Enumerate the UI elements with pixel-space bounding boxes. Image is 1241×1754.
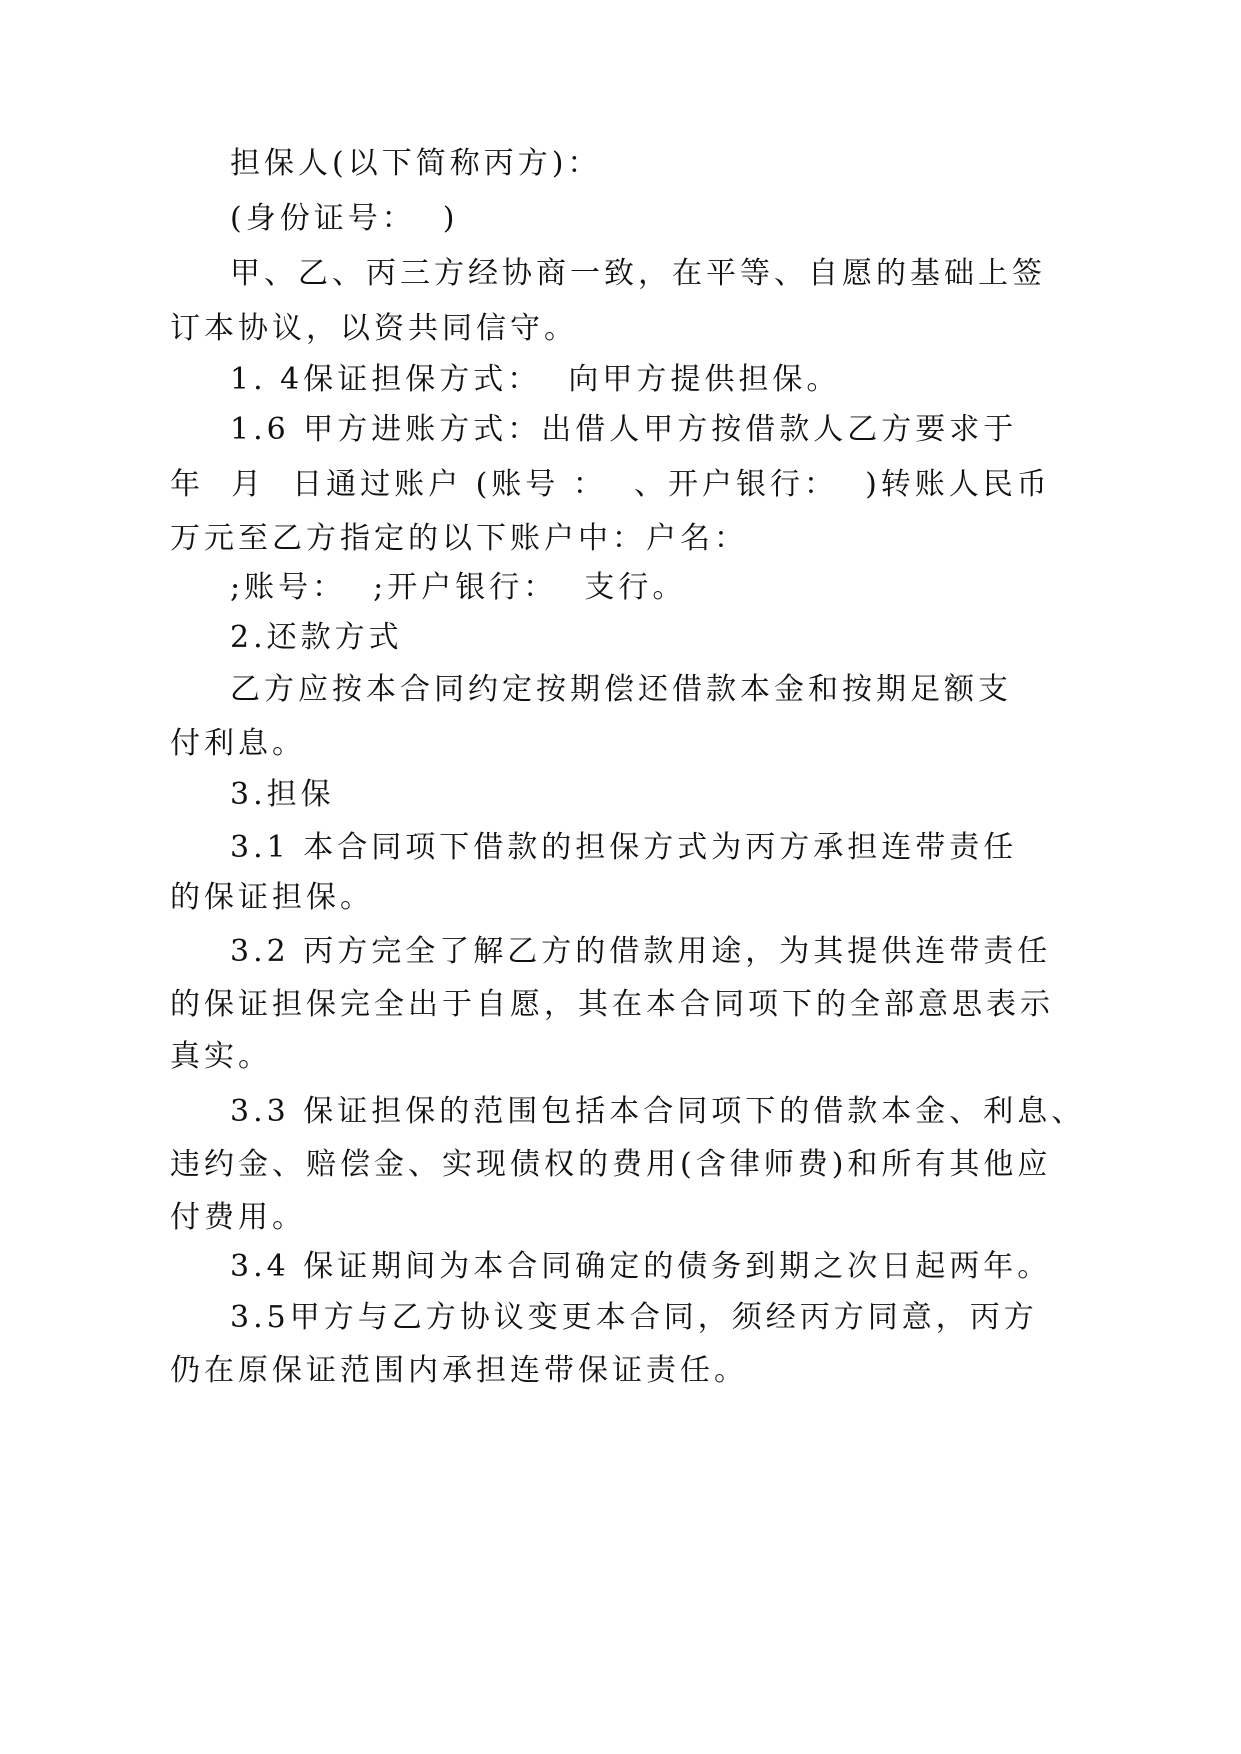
section-2-line-2: 付利息。 xyxy=(170,726,306,761)
section-2-heading: 2.还款方式 xyxy=(230,620,403,655)
clause-1-6-line-1: 1.6 甲方进账方式：出借人甲方按借款人乙方要求于 xyxy=(230,412,1018,447)
clause-3-4-line: 3.4 保证期间为本合同确定的债务到期之次日起两年。 xyxy=(230,1249,1052,1284)
clause-3-3-line-2: 违约金、赔偿金、实现债权的费用(含律师费)和所有其他应 xyxy=(170,1147,1052,1182)
clause-1-6-line-2: 年 月 日通过账户 (账号 ： 、开户银行： )转账人民币 xyxy=(170,467,1051,502)
clause-3-5-line-1: 3.5甲方与乙方协议变更本合同，须经丙方同意，丙方 xyxy=(230,1300,1038,1335)
clause-1-6-line-3: 万元至乙方指定的以下账户中：户名： xyxy=(170,521,748,556)
id-number-line: (身份证号： ) xyxy=(230,201,459,236)
guarantor-line: 担保人(以下简称丙方)： xyxy=(230,146,602,181)
section-3-heading: 3.担保 xyxy=(230,777,335,812)
clause-1-4-line: 1. 4保证担保方式： 向甲方提供担保。 xyxy=(230,362,841,397)
clause-3-2-line-3: 真实。 xyxy=(170,1039,272,1074)
clause-3-1-line-2: 的保证担保。 xyxy=(170,880,374,915)
clause-3-2-line-2: 的保证担保完全出于自愿，其在本合同项下的全部意思表示 xyxy=(170,987,1054,1022)
clause-3-2-line-1: 3.2 丙方完全了解乙方的借款用途，为其提供连带责任 xyxy=(230,934,1052,969)
section-2-line-1: 乙方应按本合同约定按期偿还借款本金和按期足额支 xyxy=(230,672,1012,707)
clause-1-6-line-4: ;账号： ;开户银行： 支行。 xyxy=(230,570,687,605)
preamble-line-2: 订本协议，以资共同信守。 xyxy=(170,311,578,346)
clause-3-5-line-2: 仍在原保证范围内承担连带保证责任。 xyxy=(170,1353,748,1388)
clause-3-3-line-3: 付费用。 xyxy=(170,1200,306,1235)
clause-3-1-line-1: 3.1 本合同项下借款的担保方式为丙方承担连带责任 xyxy=(230,830,1018,865)
preamble-line-1: 甲、乙、丙三方经协商一致，在平等、自愿的基础上签 xyxy=(230,256,1046,291)
clause-3-3-line-1: 3.3 保证担保的范围包括本合同项下的借款本金、利息、 xyxy=(230,1094,1086,1129)
